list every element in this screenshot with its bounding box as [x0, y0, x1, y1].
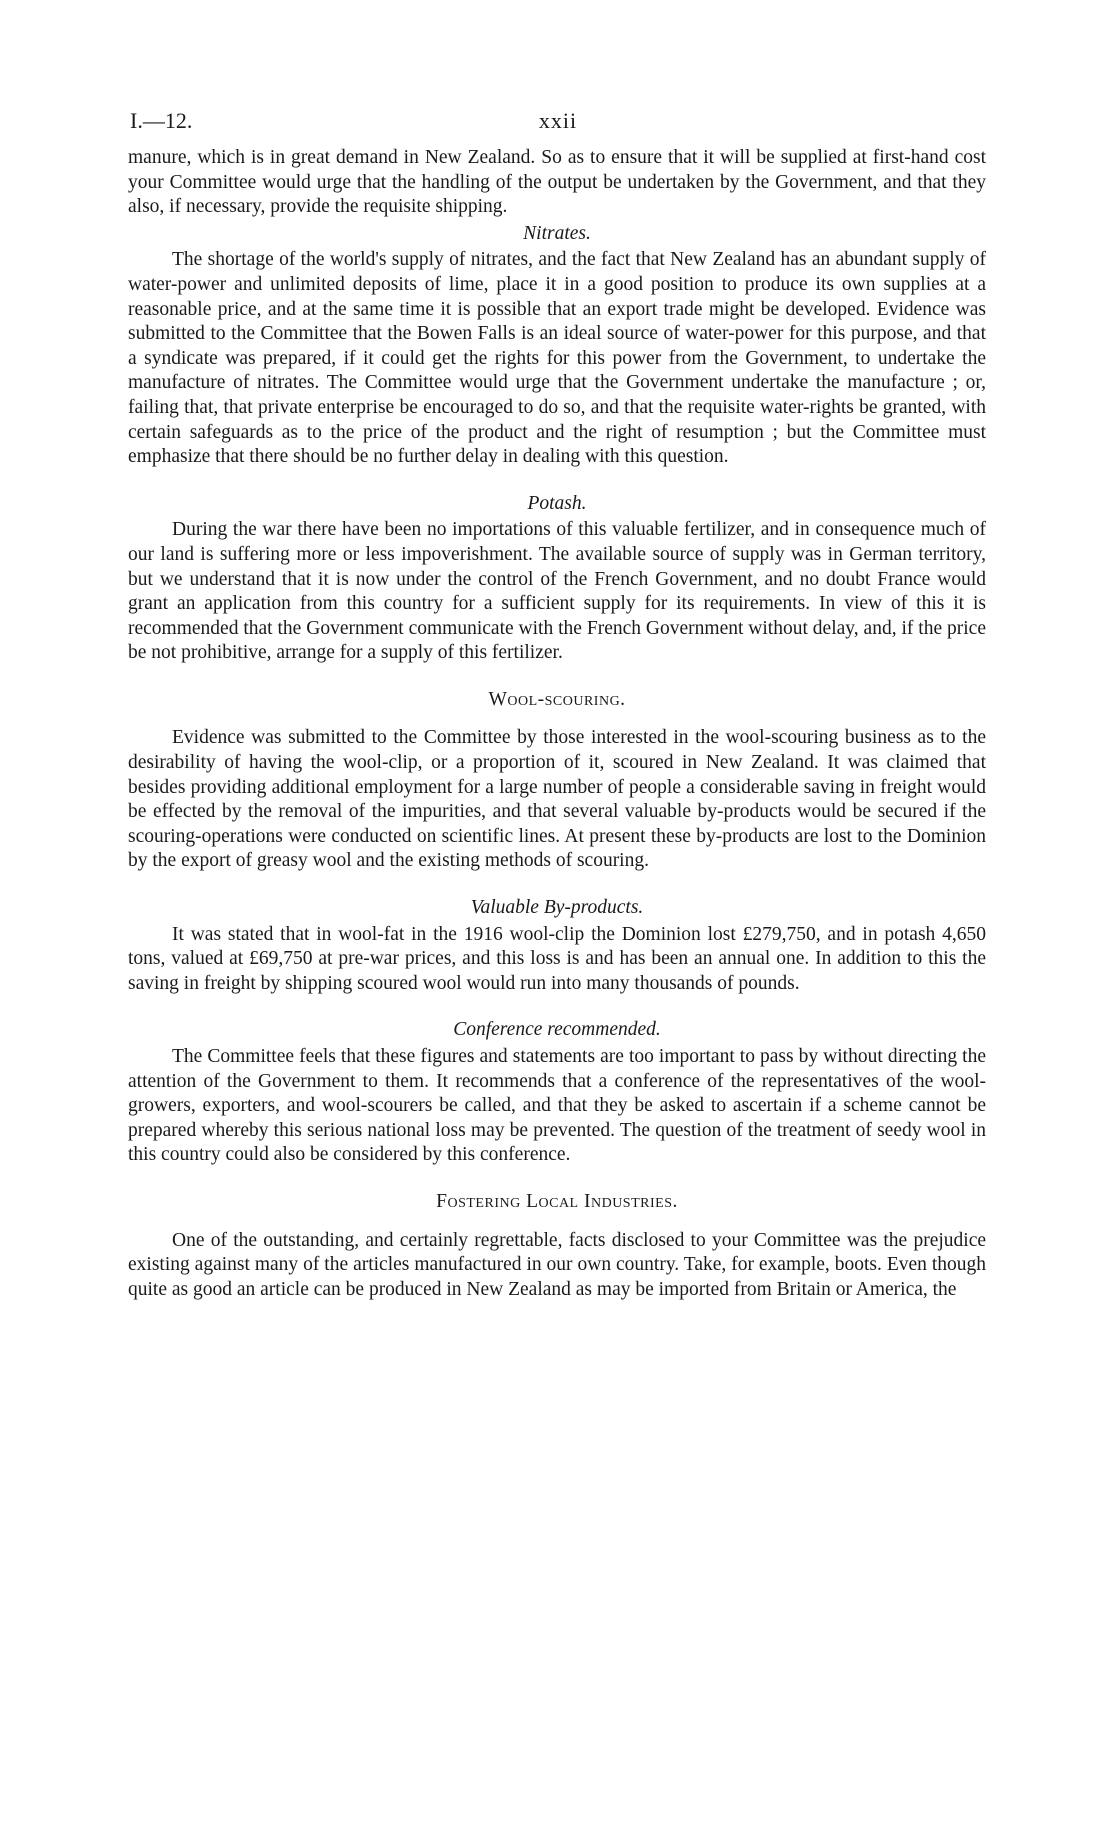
valuable-by-products-heading: Valuable By-products. [470, 897, 644, 919]
nitrates-heading: Nitrates. [523, 222, 591, 244]
nitrates-paragraph: The shortage of the world's supply of nitrates, and the fact that New Zealand has an abundant supply of water-power and unlimited deposits of lime, place it in a good position to produce its own supplies at a reasonable price, and at the same time it is possible that an export trade might be developed. Evidence was submitted to the Committee that the Bowen Falls is an ideal source of water-power for this purpose, and that a syndicate was prepared, if it could get the rights for this power from the Government, to undertake the manufacture of nitrates. The Committee would urge that the Government undertake the manufacture ; or, failing that, that private enterprise be encouraged to do so, and that the requisite water-rights be granted, with certain safeguards as to the price of the product and the right of resumption ; but the Committee must emphasize that there should be no further delay in dealing with this question. [128, 249, 986, 468]
page-number: xxii [538, 108, 578, 133]
conference-recommended-paragraph: The Committee feels that these figures and statements are too important to pass by without directing the attention of the Government to them. It recommends that a conference of the representatives of the wool-growers, exporters, and wool-scourers be called, and that they be asked to ascertain if a scheme cannot be prepared whereby this serious national loss may be prevented. The question of the treatment of seedy wool in this country could also be considered by this conference. [128, 1046, 986, 1166]
parliamentary-paper-reference: I.—12. [130, 108, 193, 133]
conference-recommended-heading: Conference recommended. [453, 1019, 661, 1041]
wool-scouring-heading: Wool-scouring. [488, 688, 626, 710]
fostering-local-industries-paragraph: One of the outstanding, and certainly regrettable, facts disclosed to your Committee was the prejudice existing against many of the articles manufactured in our own country. Take, for example, boots. Even though quite as good an article can be produced in New Zealand as may be imported from Britain or America, the [128, 1229, 986, 1300]
fostering-local-industries-heading: Fostering Local Industries. [436, 1190, 678, 1212]
page-header [130, 108, 986, 138]
potash-paragraph: During the war there have been no importations of this valuable fertilizer, and in consequence much of our land is suffering more or less impoverishment. The available source of supply was in German territory, but we understand that it is now under the control of the French Government, and no doubt France would grant an application from this country for a sufficient supply for its requirements. In view of this it is recommended that the Government communicate with the French Government without delay, and, if the price be not prohibitive, arrange for a supply of this fertilizer. [128, 519, 986, 664]
page-body [128, 146, 986, 1302]
wool-scouring-paragraph: Evidence was submitted to the Committee by those interested in the wool-scouring business as to the desirability of having the wool-clip, or a proportion of it, scoured in New Zealand. It was claimed that besides providing additional employment for a large number of people a considerable saving in freight would be effected by the removal of the impurities, and that several valuable by-products would be secured if the scouring-operations were conducted on scientific lines. At present these by-products are lost to the Dominion by the export of greasy wool and the existing methods of scouring. [128, 727, 986, 872]
intro-paragraph: manure, which is in great demand in New Zealand. So as to ensure that it will be supplied at first-hand cost your Committee would urge that the handling of the output be undertaken by the Government, and that they also, if necessary, provide the requisite shipping. [128, 147, 986, 218]
potash-heading: Potash. [527, 492, 587, 514]
valuable-by-products-paragraph: It was stated that in wool-fat in the 1916 wool-clip the Dominion lost £279,750, and in potash 4,650 tons, valued at £69,750 at pre-war prices, and this loss is and has been an annual one. In addition to this the saving in freight by shipping scoured wool would run into many thousands of pounds. [128, 923, 986, 994]
